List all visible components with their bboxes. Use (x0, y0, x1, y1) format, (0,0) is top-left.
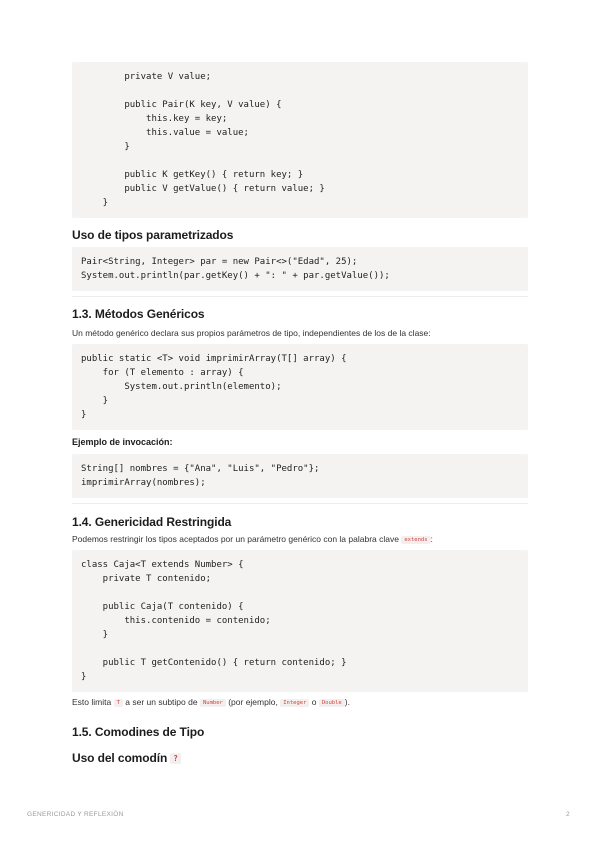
paragraph-text: Podemos restringir los tipos aceptados por un parámetro genérico con la palabra clave (72, 534, 399, 544)
subheading-text: Uso del comodín (72, 751, 168, 765)
code-block-imprimir-array (72, 344, 528, 430)
footer-page-number: 2 (566, 811, 570, 818)
subheading-comodin (72, 751, 181, 765)
section-divider (72, 503, 528, 504)
note-text: (por ejemplo, (228, 697, 278, 707)
note-text: a ser un subtipo de (125, 697, 198, 707)
inline-code-extends: extends (401, 536, 430, 544)
code-text: public static <T> void imprimirArray(T[] array) { for (T elemento : array) { System.out.println(elemento); } } (81, 354, 347, 420)
inline-code-question: ? (170, 753, 180, 764)
code-text: Pair<String, Integer> par = new Pair<>("Edad", 25); System.out.println(par.getKey() + ": " + par.getValue()); (81, 257, 390, 281)
code-text: private V value; public Pair(K key, V value) { this.key = key; this.value = value; } public K getKey() { return key; } public V getValue() { return value; } } (102, 72, 325, 208)
label-ejemplo-invocacion: Ejemplo de invocación: (72, 437, 173, 447)
code-block-uso-tipos (72, 247, 528, 291)
note-text: o (311, 697, 317, 707)
code-block-pair-class (72, 62, 528, 218)
heading-1-4: 1.4. Genericidad Restringida (72, 515, 232, 529)
code-text: String[] nombres = {"Ana", "Luis", "Pedro"}; imprimirArray(nombres); (81, 464, 320, 488)
inline-code-number: Number (200, 699, 226, 707)
section-divider (72, 296, 528, 297)
code-block-caja-class (72, 550, 528, 692)
note-text: Esto limita (72, 697, 112, 707)
inline-code-integer: Integer (280, 699, 309, 707)
paragraph-1-3: Un método genérico declara sus propios parámetros de tipo, independientes de los de la clase: (72, 328, 431, 338)
footer-document-title: GENERICIDAD Y REFLEXIÓN (27, 811, 124, 818)
heading-uso-tipos: Uso de tipos parametrizados (72, 228, 234, 242)
note-text-end: ). (344, 697, 350, 707)
heading-1-3: 1.3. Métodos Genéricos (72, 307, 205, 321)
code-block-ejemplo (72, 454, 528, 498)
code-text: class Caja<T extends Number> { private T contenido; public Caja(T contenido) { this.contenido = contenido; } public T getContenido() { return contenido; } } (81, 560, 347, 682)
paragraph-text-end: : (430, 534, 433, 544)
paragraph-1-4 (72, 534, 433, 544)
heading-1-5: 1.5. Comodines de Tipo (72, 725, 205, 739)
note-restriccion (72, 697, 350, 707)
inline-code-double: Double (319, 699, 345, 707)
inline-code-t: T (114, 699, 123, 707)
